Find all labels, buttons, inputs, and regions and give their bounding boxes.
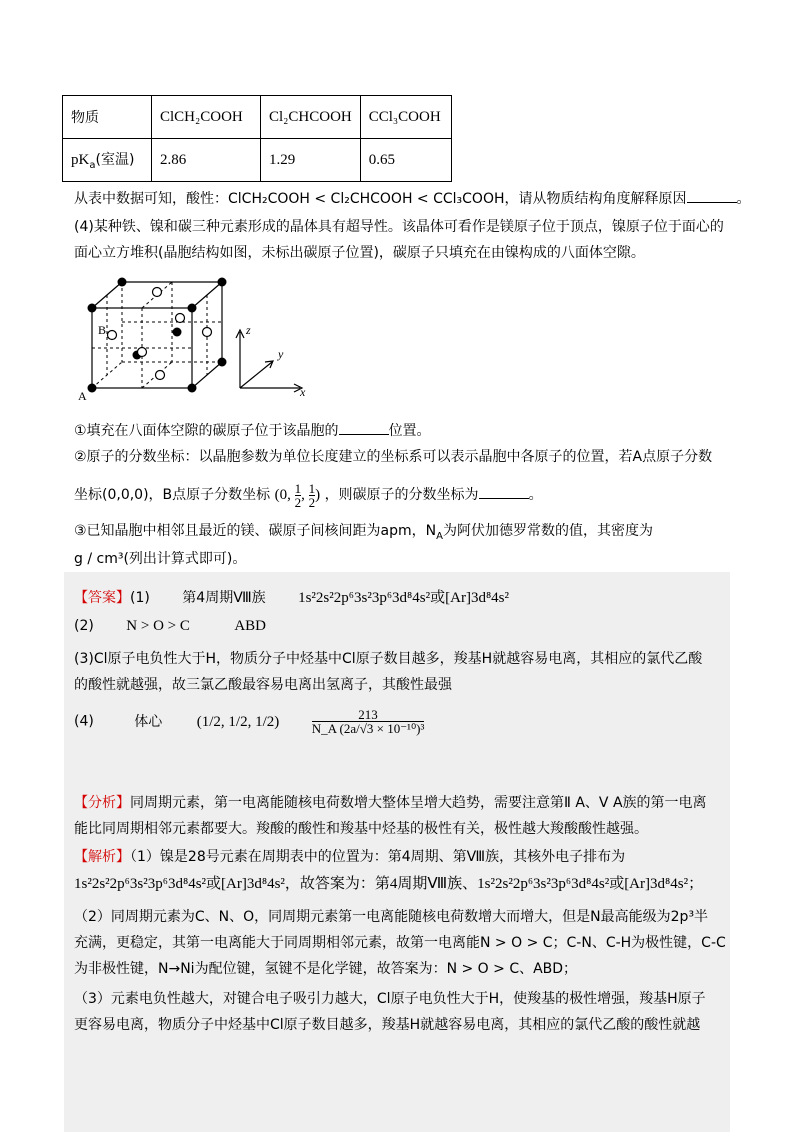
- solution-line: 为非极性键，N→Ni为配位键，氢键不是化学键，故答案为：N > O > C、ABD；: [74, 961, 578, 977]
- solution-line: 充满，更稳定，其第一电离能大于同周期相邻元素，故第一电离能N > O > C；C-N、C-H为极性键，C-C: [74, 935, 726, 951]
- question-line: 面心立方堆积(晶胞结构如图，未标出碳原子位置)，碳原子只填充在由镍构成的八面体空隙。: [74, 245, 645, 261]
- analysis-line: 能比同周期相邻元素都要大。羧酸的酸性和羧基中烃基的极性有关，极性越大羧酸酸性越强。: [74, 821, 648, 837]
- table-cell: 0.65: [360, 139, 451, 182]
- table-header-cell: ClCH₂COOH: [152, 96, 261, 139]
- table-header-cell: Cl₂CHCOOH: [261, 96, 361, 139]
- solution-line: 更容易电离，物质分子中烃基中Cl原子数目越多，羧基H就越容易电离，其相应的氯代乙酸的酸性就越: [74, 1017, 701, 1033]
- answer-line: (4) 体心 (1/2, 1/2, 1/2) $\frac{213}{\text{N\_A (2a/√3 × 10⁻¹⁰)³}}$: [74, 707, 425, 736]
- nickel-atoms: [108, 288, 212, 380]
- coord-b: (0, $\frac{1}{2}$ , $\frac{1}{2}$ ): [274, 481, 321, 510]
- solution-line: （2）同周期元素为C、N、O，同周期元素第一电离能随核电荷数增大而增大，但是N最高能级为2p³半: [74, 909, 709, 925]
- analysis-line: 【分析】同周期元素，第一电离能随核电荷数增大整体呈增大趋势，需要注意第Ⅱ A、Ⅴ A族的第一电离: [74, 795, 707, 811]
- answer-line: 【答案】(1) 第4周期Ⅷ族 1s²2s²2p⁶3s²3p⁶3d⁸4s²或[Ar]3d⁸4s²: [74, 590, 510, 606]
- table-row-label: $pK_a$(室温): [63, 139, 152, 182]
- question-line: ③已知晶胞中相邻且最近的镁、碳原子间核间距为apm，$N_A$为阿伏加德罗常数的值，其密度为: [74, 523, 653, 542]
- density-formula: $\frac{213}{\text{N\_A (2a/√3 × 10⁻¹⁰)³}}$: [311, 707, 425, 736]
- answer-line: 的酸性就越强，故三氯乙酸最容易电离出氢离子，其酸性最强: [74, 677, 452, 693]
- label-a: A: [78, 389, 87, 403]
- table-cell: 2.86: [152, 139, 261, 182]
- axis-x-label: x: [300, 385, 306, 399]
- table-row: [63, 96, 452, 139]
- axis-z-label: z: [246, 323, 251, 337]
- answer-blank: [339, 422, 389, 435]
- center-coord: (1/2, 1/2, 1/2): [196, 713, 280, 730]
- question-line: (4)某种铁、镍和碳三种元素形成的晶体具有超导性。该晶体可看作是镁原子位于顶点，镍原子位于面心的: [74, 219, 724, 235]
- answer-blank: [479, 486, 529, 499]
- table-header-cell: CCl₃COOH: [360, 96, 451, 139]
- question-line: 从表中数据可知，酸性：ClCH₂COOH < Cl₂CHCOOH < CCl₃COOH，请从物质结构角度解释原因 。: [74, 191, 751, 207]
- axes-icon: [236, 330, 302, 392]
- pka-table: [62, 95, 452, 182]
- table-row: [63, 139, 452, 182]
- question-line: ①填充在八面体空隙的碳原子位于该晶胞的 位置。: [74, 423, 431, 439]
- table-header-cell: 物质: [63, 96, 152, 139]
- solution-line: 【解析】（1）镍是28号元素在周期表中的位置为：第4周期、第Ⅷ族，其核外电子排布为: [74, 849, 626, 865]
- answer-line: (3)Cl原子电负性大于H，物质分子中烃基中Cl原子数目越多，羧基H就越容易电离，其相应的氯代乙酸: [74, 651, 703, 667]
- question-line: ②原子的分数坐标：以晶胞参数为单位长度建立的坐标系可以表示晶胞中各原子的位置，若A点原子分数: [74, 449, 713, 465]
- unit-cell-diagram: [70, 270, 330, 410]
- answer-line: (2) N > O > C ABD: [74, 618, 267, 634]
- answer-blank: [687, 190, 737, 203]
- question-line: g / cm³(列出计算式即可)。: [74, 551, 247, 567]
- solution-line: 1s²2s²2p⁶3s²3p⁶3d⁸4s²或[Ar]3d⁸4s²，故答案为：第4周期Ⅷ族、1s²2s²2p⁶3s²3p⁶3d⁸4s²或[Ar]3d⁸4s²；: [74, 876, 704, 892]
- table-cell: 1.29: [261, 139, 361, 182]
- axis-y-label: y: [278, 347, 284, 361]
- solution-line: （3）元素电负性越大，对键合电子吸引力越大，Cl原子电负性大于H，使羧基的极性增强，羧基H原子: [74, 991, 706, 1007]
- label-b: B: [98, 323, 107, 337]
- question-line: 坐标(0,0,0)，B点原子分数坐标 (0, $\frac{1}{2}$ , $\frac{1}{2}$ ) ，则碳原子的分数坐标为 。: [74, 481, 543, 510]
